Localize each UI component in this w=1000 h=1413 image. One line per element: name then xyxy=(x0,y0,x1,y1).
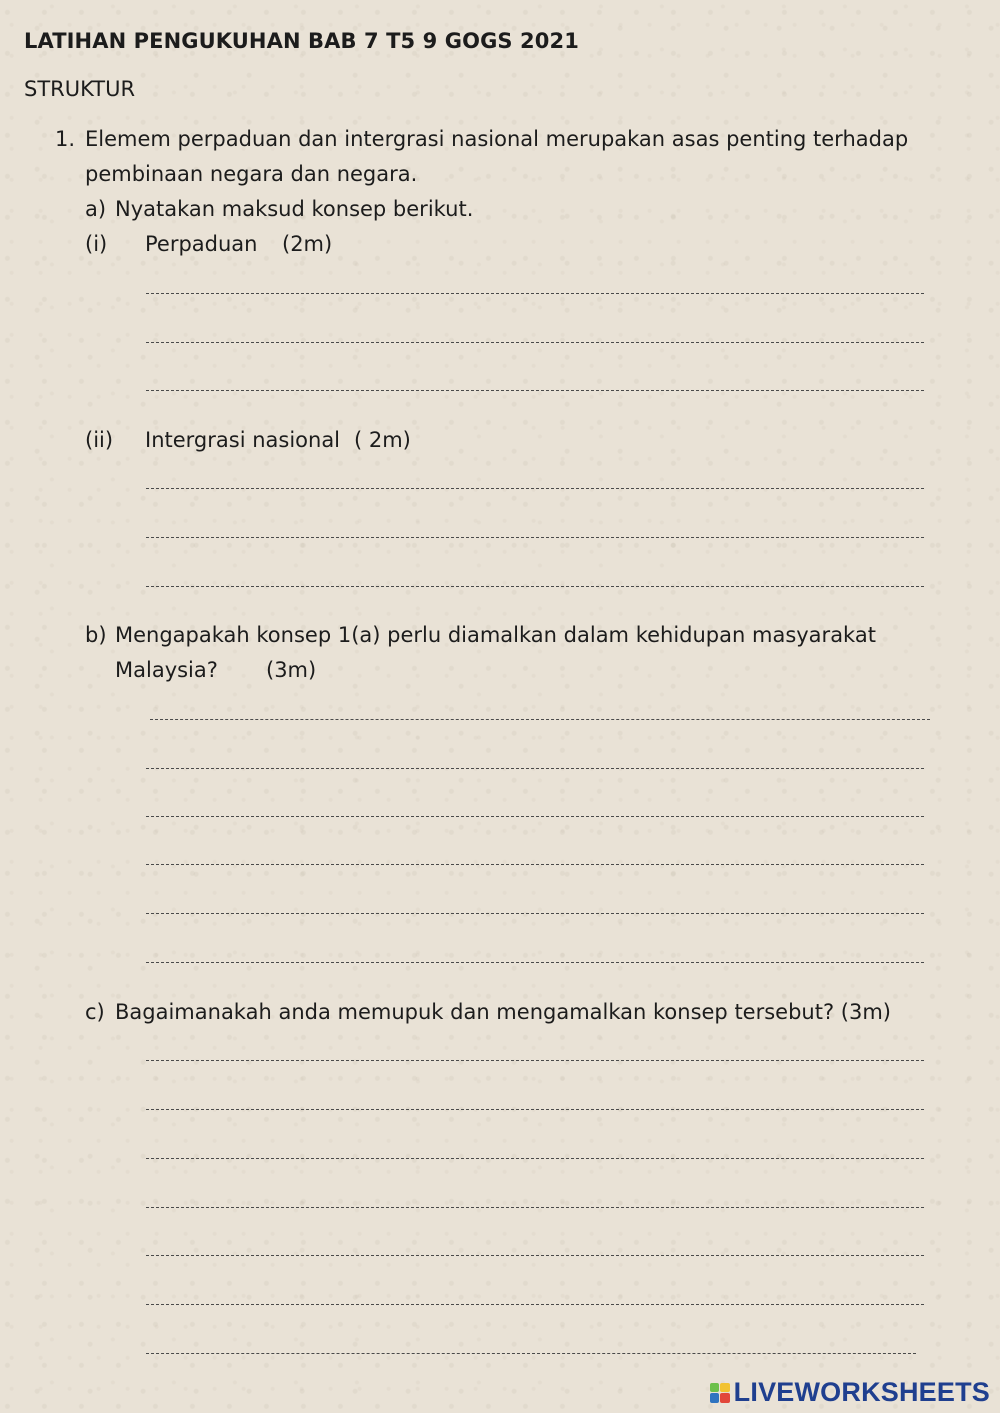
part-a-label: a) xyxy=(85,197,107,221)
answer-line-c-5[interactable] xyxy=(146,1255,924,1256)
answer-line-c-2[interactable] xyxy=(146,1109,924,1110)
part-b-text-line2: Malaysia? xyxy=(115,658,218,682)
answer-line-b-6[interactable] xyxy=(146,962,924,963)
answer-line-c-6[interactable] xyxy=(146,1304,924,1305)
answer-line-a-ii-1[interactable] xyxy=(146,488,924,489)
answer-line-b-2[interactable] xyxy=(146,768,924,769)
question-number: 1. xyxy=(55,127,76,151)
section-heading: STRUKTUR xyxy=(24,77,136,101)
logo-square-blue xyxy=(710,1393,720,1403)
part-a-ii-label: (ii) xyxy=(85,428,114,452)
answer-line-a-i-3[interactable] xyxy=(146,390,924,391)
answer-line-b-3[interactable] xyxy=(146,816,924,817)
liveworksheets-logo[interactable] xyxy=(710,1377,990,1408)
answer-line-a-i-2[interactable] xyxy=(146,342,924,343)
logo-square-red xyxy=(720,1393,730,1403)
logo-square-green xyxy=(710,1383,720,1393)
answer-line-a-ii-3[interactable] xyxy=(146,586,924,587)
answer-line-a-i-1[interactable] xyxy=(146,293,924,294)
part-a-i-text: Perpaduan xyxy=(145,232,258,256)
liveworksheets-logo-icon xyxy=(710,1383,730,1403)
answer-line-c-7[interactable] xyxy=(146,1353,916,1354)
part-a-i-label: (i) xyxy=(85,232,108,256)
part-b-label: b) xyxy=(85,623,107,647)
answer-line-c-4[interactable] xyxy=(146,1207,924,1208)
question-stem-line1: Elemem perpaduan dan intergrasi nasional merupakan asas penting terhadap xyxy=(85,127,909,151)
part-c-label: c) xyxy=(85,1000,105,1024)
answer-line-b-4[interactable] xyxy=(146,864,924,865)
answer-line-b-1[interactable] xyxy=(150,719,930,720)
liveworksheets-wordmark: LIVEWORKSHEETS xyxy=(733,1377,990,1407)
answer-line-c-3[interactable] xyxy=(146,1158,924,1159)
logo-square-yellow xyxy=(720,1383,730,1393)
answer-line-b-5[interactable] xyxy=(146,913,924,914)
question-stem-line2: pembinaan negara dan negara. xyxy=(85,162,418,186)
part-a-ii-marks: ( 2m) xyxy=(354,428,411,452)
part-b-text-line1: Mengapakah konsep 1(a) perlu diamalkan dalam kehidupan masyarakat xyxy=(115,623,876,647)
part-c-text: Bagaimanakah anda memupuk dan mengamalkan konsep tersebut? (3m) xyxy=(115,1000,891,1024)
answer-line-a-ii-2[interactable] xyxy=(146,537,924,538)
part-a-text: Nyatakan maksud konsep berikut. xyxy=(115,197,474,221)
answer-line-c-1[interactable] xyxy=(146,1060,924,1061)
part-a-i-marks: (2m) xyxy=(282,232,333,256)
part-b-marks: (3m) xyxy=(266,658,317,682)
part-a-ii-text: Intergrasi nasional xyxy=(145,428,341,452)
page-title: LATIHAN PENGUKUHAN BAB 7 T5 9 GOGS 2021 xyxy=(24,29,579,53)
